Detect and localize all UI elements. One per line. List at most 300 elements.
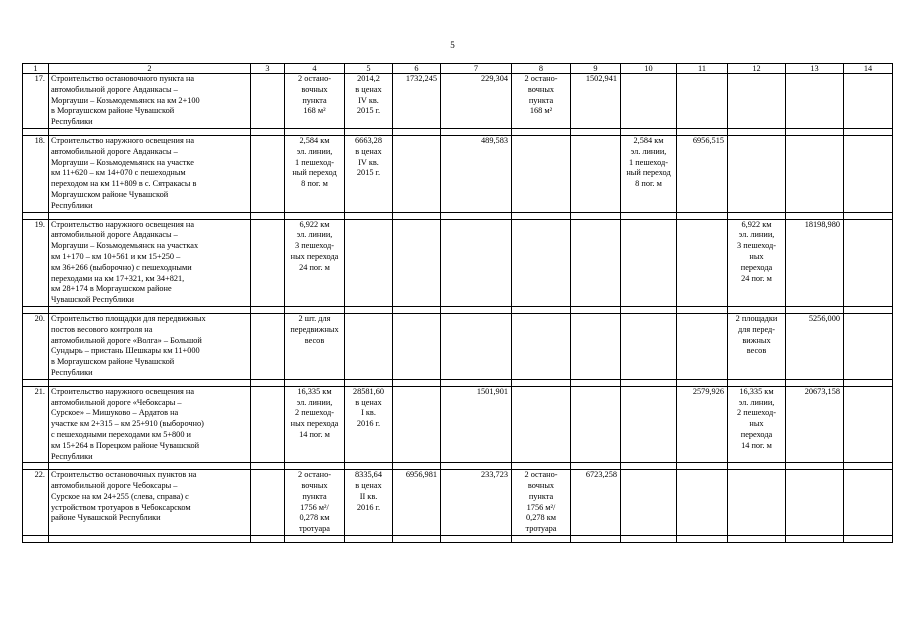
cell-line: Моргауши – Козьмодемьянск на участках	[51, 241, 199, 251]
cell-line: 1 пешеход-	[628, 157, 669, 167]
col-6-cell	[393, 74, 441, 129]
cell-line: устройством тротуаров в Чебоксарском	[51, 502, 191, 512]
col-6-cell	[393, 219, 441, 306]
cell-line: Сундырь – пристань Шешкары км 11+000	[51, 346, 200, 356]
cell-line: вочных	[527, 481, 555, 491]
column-header: 7	[441, 64, 512, 74]
cell-line: 18198,980	[804, 219, 840, 229]
col-12-cell	[728, 313, 786, 379]
cell-line: ный переход	[626, 168, 671, 178]
cell-line: 1 пешеход-	[294, 157, 335, 167]
cell-line: постов весового контроля на	[51, 324, 153, 334]
cell-line: в ценах	[355, 397, 382, 407]
cell-line: вочных	[527, 84, 555, 94]
spacer-cell	[49, 128, 251, 135]
col-12-cell	[728, 74, 786, 129]
cell-line: 14 пог. м	[741, 440, 772, 450]
cell-line: 2 шт. для	[298, 313, 331, 323]
cell-line: 6,922 км	[741, 219, 772, 229]
spacer-cell	[728, 536, 786, 543]
col-5-cell	[345, 313, 393, 379]
col-14-cell	[844, 219, 893, 306]
cell-line: км 11+620 – км 14+070 с пешеходным	[51, 168, 186, 178]
cell-line: 2579,926	[692, 386, 724, 396]
spacer-cell	[345, 306, 393, 313]
spacer-cell	[844, 128, 893, 135]
cell-line: 2 пешеход-	[294, 408, 335, 418]
cell-line: 24 пог. м	[299, 262, 330, 272]
cell-line: автомобильной дороге «Чебоксары –	[51, 397, 182, 407]
table-row	[23, 386, 893, 463]
cell-line: 2 остано-	[524, 74, 558, 83]
object-description-cell	[49, 386, 251, 463]
col-11-cell	[677, 219, 728, 306]
spacer-cell	[512, 212, 571, 219]
col-11-cell	[677, 386, 728, 463]
column-header: 8	[512, 64, 571, 74]
column-header-row	[23, 64, 893, 74]
cell-line: км 15+264 в Порецком районе Чувашской	[51, 440, 200, 450]
cell-line: ных	[749, 419, 764, 429]
spacer-cell	[621, 536, 677, 543]
col-6-cell	[393, 386, 441, 463]
cell-line: ных перехода	[290, 419, 339, 429]
spacer-cell	[23, 128, 49, 135]
cell-line: 168 м²	[303, 106, 326, 116]
cell-line: Строительство наружного освещения на	[51, 386, 195, 396]
cell-line: Строительство наружного освещения на	[51, 135, 195, 145]
cell-line: ных перехода	[290, 251, 339, 261]
col-8-cell	[512, 219, 571, 306]
table-row	[23, 470, 893, 536]
cell-line: 20673,158	[804, 386, 840, 396]
col-6-cell	[393, 135, 441, 212]
col-13-cell	[786, 74, 844, 129]
col-5-cell	[345, 470, 393, 536]
cell-line: с пешеходными переходами км 5+800 и	[51, 429, 191, 439]
cell-line: районе Чувашской Республики	[51, 513, 161, 523]
cell-line: I кв.	[361, 408, 376, 418]
col-7-cell	[441, 74, 512, 129]
spacer-cell	[285, 212, 345, 219]
spacer-cell	[285, 379, 345, 386]
spacer-cell	[393, 128, 441, 135]
spacer-cell	[49, 306, 251, 313]
spacer-cell	[345, 212, 393, 219]
cell-line: в ценах	[355, 146, 382, 156]
cell-line: автомобильной дороге Чебоксары –	[51, 481, 178, 491]
spacer-cell	[393, 306, 441, 313]
spacer-cell	[393, 536, 441, 543]
cell-line: 2 пешеход-	[736, 408, 777, 418]
cell-line: 16,335 км	[297, 386, 332, 396]
spacer-cell	[621, 463, 677, 470]
cell-line: 489,583	[481, 135, 508, 145]
table-row	[23, 135, 893, 212]
cell-line: 2 площадки	[735, 313, 778, 323]
spacer-cell	[786, 306, 844, 313]
cell-line: 6956,981	[405, 470, 437, 480]
cell-line: пункта	[528, 95, 554, 105]
column-header: 9	[571, 64, 621, 74]
cell-line: 2 остано-	[297, 470, 332, 480]
col-8-cell	[512, 313, 571, 379]
cell-line: Моргаушском районе Чувашской	[51, 189, 169, 199]
cell-line: 24 пог. м	[741, 273, 772, 283]
col-11-cell	[677, 470, 728, 536]
row-spacer	[23, 536, 893, 543]
spacer-cell	[251, 212, 285, 219]
spacer-cell	[441, 379, 512, 386]
cell-line: 6,922 км	[299, 219, 330, 229]
col-10-cell	[621, 219, 677, 306]
col-12-cell	[728, 135, 786, 212]
col-11-cell	[677, 74, 728, 129]
spacer-cell	[677, 536, 728, 543]
cell-line: в ценах	[355, 481, 382, 491]
row-number-cell: 18.	[23, 135, 49, 212]
col-10-cell	[621, 313, 677, 379]
col-9-cell	[571, 135, 621, 212]
spacer-cell	[728, 306, 786, 313]
cell-line: переходом на км 11+809 в с. Сятракасы в	[51, 179, 197, 189]
cell-line: тротуара	[299, 524, 330, 534]
object-description-cell	[49, 135, 251, 212]
cell-line: Чувашской Республики	[51, 295, 134, 305]
spacer-cell	[728, 128, 786, 135]
spacer-cell	[728, 212, 786, 219]
spacer-cell	[345, 379, 393, 386]
col-14-cell	[844, 470, 893, 536]
spacer-cell	[49, 212, 251, 219]
col-10-cell	[621, 135, 677, 212]
col-7-cell	[441, 219, 512, 306]
spacer-cell	[677, 306, 728, 313]
cell-line: эл. линии,	[738, 397, 775, 407]
spacer-cell	[621, 128, 677, 135]
spacer-cell	[23, 463, 49, 470]
spacer-cell	[844, 379, 893, 386]
cell-line: 8 пог. м	[635, 179, 662, 189]
spacer-cell	[441, 128, 512, 135]
cell-line: 1756 м²/	[300, 502, 329, 512]
col-4-cell	[285, 470, 345, 536]
cell-line: ный переход	[292, 168, 337, 178]
spacer-cell	[345, 536, 393, 543]
cell-line: автомобильной дороге «Волга» – Большой	[51, 335, 202, 345]
cell-line: км 28+174 в Моргаушском районе	[51, 284, 172, 294]
col-14-cell	[844, 313, 893, 379]
cell-line: Строительство площадки для передвижных	[51, 313, 206, 323]
cell-line: Республики	[51, 367, 93, 377]
cell-line: 14 пог. м	[299, 429, 330, 439]
row-spacer	[23, 379, 893, 386]
cell-line: Строительство остановочных пунктов на	[51, 470, 197, 480]
column-header: 12	[728, 64, 786, 74]
cell-line: эл. линии,	[296, 230, 333, 240]
col-7-cell	[441, 313, 512, 379]
cell-line: Строительство остановочного пункта на	[51, 74, 195, 83]
cell-line: 1502,941	[585, 74, 617, 83]
spacer-cell	[512, 128, 571, 135]
column-header: 1	[23, 64, 49, 74]
spacer-cell	[23, 306, 49, 313]
spacer-cell	[786, 463, 844, 470]
spacer-cell	[621, 379, 677, 386]
col-7-cell	[441, 470, 512, 536]
cell-line: Республики	[51, 451, 93, 461]
spacer-cell	[621, 212, 677, 219]
cell-line: автомобильной дороге Авданкасы –	[51, 84, 178, 94]
spacer-cell	[786, 536, 844, 543]
spacer-cell	[677, 379, 728, 386]
spacer-cell	[844, 212, 893, 219]
cell-line: 2,584 км	[299, 135, 330, 145]
col-3-cell	[251, 135, 285, 212]
spacer-cell	[571, 536, 621, 543]
cell-line: IV кв.	[358, 157, 379, 167]
column-header: 11	[677, 64, 728, 74]
cell-line: 168 м²	[529, 106, 553, 116]
cell-line: 1732,245	[405, 74, 437, 83]
spacer-cell	[844, 536, 893, 543]
page-number: 5	[450, 40, 455, 50]
col-13-cell	[786, 386, 844, 463]
spacer-cell	[251, 536, 285, 543]
cell-line: автомобильной дороге Авданкасы –	[51, 230, 178, 240]
cell-line: Республики	[51, 117, 93, 127]
cell-line: 0,278 км	[525, 513, 557, 523]
spacer-cell	[285, 463, 345, 470]
cell-line: Моргауши – Козьмодемьянск на участке	[51, 157, 194, 167]
col-3-cell	[251, 470, 285, 536]
cell-line: км 1+170 – км 10+561 и км 15+250 –	[51, 251, 181, 261]
spacer-cell	[571, 463, 621, 470]
column-header: 10	[621, 64, 677, 74]
spacer-cell	[512, 379, 571, 386]
col-8-cell	[512, 74, 571, 129]
spacer-cell	[23, 379, 49, 386]
col-13-cell	[786, 470, 844, 536]
spacer-cell	[441, 306, 512, 313]
spacer-cell	[441, 536, 512, 543]
spacer-cell	[393, 379, 441, 386]
cell-line: Сурское на км 24+255 (слева, справа) с	[51, 491, 189, 501]
col-3-cell	[251, 74, 285, 129]
cell-line: в Моргаушском районе Чувашской	[51, 106, 175, 116]
cell-line: в Моргаушском районе Чувашской	[51, 357, 175, 367]
cell-line: II кв.	[359, 491, 378, 501]
col-14-cell	[844, 74, 893, 129]
cell-line: пункта	[302, 95, 327, 105]
spacer-cell	[441, 463, 512, 470]
row-spacer	[23, 306, 893, 313]
col-11-cell	[677, 313, 728, 379]
spacer-cell	[844, 306, 893, 313]
col-6-cell	[393, 470, 441, 536]
col-7-cell	[441, 135, 512, 212]
cell-line: эл. линии,	[630, 146, 667, 156]
spacer-cell	[49, 536, 251, 543]
spacer-cell	[621, 306, 677, 313]
cell-line: автомобильной дороге Авданкасы –	[51, 146, 178, 156]
spacer-cell	[677, 463, 728, 470]
cell-line: в ценах	[355, 84, 382, 94]
col-12-cell	[728, 386, 786, 463]
col-14-cell	[844, 386, 893, 463]
row-number-cell: 19.	[23, 219, 49, 306]
cell-line: эл. линии,	[296, 397, 333, 407]
cell-line: весов	[746, 346, 767, 356]
col-7-cell	[441, 386, 512, 463]
cell-line: 229,304	[481, 74, 508, 83]
spacer-cell	[49, 463, 251, 470]
col-4-cell	[285, 135, 345, 212]
cell-line: 6956,515	[692, 135, 724, 145]
cell-line: IV кв.	[358, 95, 379, 105]
cell-line: Республики	[51, 200, 93, 210]
spacer-cell	[251, 463, 285, 470]
investment-table	[22, 63, 893, 543]
spacer-cell	[786, 212, 844, 219]
cell-line: ных	[749, 251, 764, 261]
spacer-cell	[285, 536, 345, 543]
col-10-cell	[621, 470, 677, 536]
cell-line: перехода	[740, 262, 773, 272]
cell-line: 0,278 км	[299, 513, 330, 523]
cell-line: Моргауши – Козьмодемьянск на км 2+100	[51, 95, 200, 105]
cell-line: 2016 г.	[356, 419, 381, 429]
row-spacer	[23, 128, 893, 135]
spacer-cell	[571, 128, 621, 135]
spacer-cell	[251, 306, 285, 313]
col-6-cell	[393, 313, 441, 379]
col-8-cell	[512, 135, 571, 212]
row-spacer	[23, 212, 893, 219]
col-8-cell	[512, 386, 571, 463]
col-9-cell	[571, 219, 621, 306]
cell-line: 2015 г.	[356, 106, 381, 116]
col-5-cell	[345, 386, 393, 463]
spacer-cell	[393, 463, 441, 470]
cell-line: 8 пог. м	[301, 179, 328, 189]
row-number-cell: 20.	[23, 313, 49, 379]
col-9-cell	[571, 313, 621, 379]
spacer-cell	[677, 212, 728, 219]
row-spacer	[23, 463, 893, 470]
col-5-cell	[345, 135, 393, 212]
column-header: 14	[844, 64, 893, 74]
spacer-cell	[728, 463, 786, 470]
cell-line: 2016 г.	[356, 502, 381, 512]
spacer-cell	[23, 536, 49, 543]
spacer-cell	[786, 128, 844, 135]
cell-line: 2,584 км	[633, 135, 664, 145]
col-3-cell	[251, 219, 285, 306]
cell-line: вижных	[742, 335, 771, 345]
table-row	[23, 74, 893, 129]
cell-line: 2014,2	[357, 74, 380, 83]
col-4-cell	[285, 313, 345, 379]
col-4-cell	[285, 219, 345, 306]
cell-line: перехода	[740, 429, 773, 439]
spacer-cell	[49, 379, 251, 386]
column-header: 5	[345, 64, 393, 74]
cell-line: 1501,901	[476, 386, 508, 396]
row-number-cell: 17.	[23, 74, 49, 129]
cell-line: 1756 м²/	[526, 502, 556, 512]
cell-line: 16,335 км	[739, 386, 774, 396]
col-3-cell	[251, 386, 285, 463]
spacer-cell	[251, 379, 285, 386]
cell-line: 6723,258	[585, 470, 617, 480]
spacer-cell	[23, 212, 49, 219]
cell-line: 3 пешеход-	[294, 241, 335, 251]
row-number-cell: 22.	[23, 470, 49, 536]
col-13-cell	[786, 313, 844, 379]
cell-line: 233,723	[481, 470, 508, 480]
column-header: 13	[786, 64, 844, 74]
cell-line: эл. линии,	[296, 146, 333, 156]
spacer-cell	[677, 128, 728, 135]
col-5-cell	[345, 74, 393, 129]
col-5-cell	[345, 219, 393, 306]
cell-line: эл. линии,	[738, 230, 775, 240]
table-row	[23, 313, 893, 379]
cell-line: переходами на км 17+321, км 34+821,	[51, 273, 185, 283]
col-4-cell	[285, 386, 345, 463]
col-13-cell	[786, 219, 844, 306]
cell-line: участке км 2+315 – км 25+910 (выборочно)	[51, 419, 204, 429]
cell-line: Строительство наружного освещения на	[51, 219, 195, 229]
cell-line: тротуара	[525, 524, 557, 534]
spacer-cell	[571, 306, 621, 313]
object-description-cell	[49, 470, 251, 536]
spacer-cell	[345, 463, 393, 470]
cell-line: 5256,000	[808, 313, 840, 323]
spacer-cell	[251, 128, 285, 135]
row-number-cell: 21.	[23, 386, 49, 463]
cell-line: 6663,28	[355, 135, 382, 145]
spacer-cell	[844, 463, 893, 470]
col-10-cell	[621, 386, 677, 463]
cell-line: передвижных	[290, 324, 339, 334]
cell-line: 2015 г.	[356, 168, 381, 178]
col-9-cell	[571, 74, 621, 129]
table-row	[23, 219, 893, 306]
column-header: 6	[393, 64, 441, 74]
column-header: 4	[285, 64, 345, 74]
spacer-cell	[285, 306, 345, 313]
spacer-cell	[512, 306, 571, 313]
spacer-cell	[571, 212, 621, 219]
col-13-cell	[786, 135, 844, 212]
col-11-cell	[677, 135, 728, 212]
cell-line: 2 остано-	[524, 470, 558, 480]
col-10-cell	[621, 74, 677, 129]
cell-line: 2 остано-	[297, 74, 332, 83]
cell-line: пункта	[302, 491, 327, 501]
cell-line: 28581,60	[352, 386, 385, 396]
spacer-cell	[512, 463, 571, 470]
table-body	[23, 64, 893, 543]
cell-line: для перед-	[737, 324, 776, 334]
col-4-cell	[285, 74, 345, 129]
spacer-cell	[345, 128, 393, 135]
spacer-cell	[728, 379, 786, 386]
col-3-cell	[251, 313, 285, 379]
spacer-cell	[571, 379, 621, 386]
